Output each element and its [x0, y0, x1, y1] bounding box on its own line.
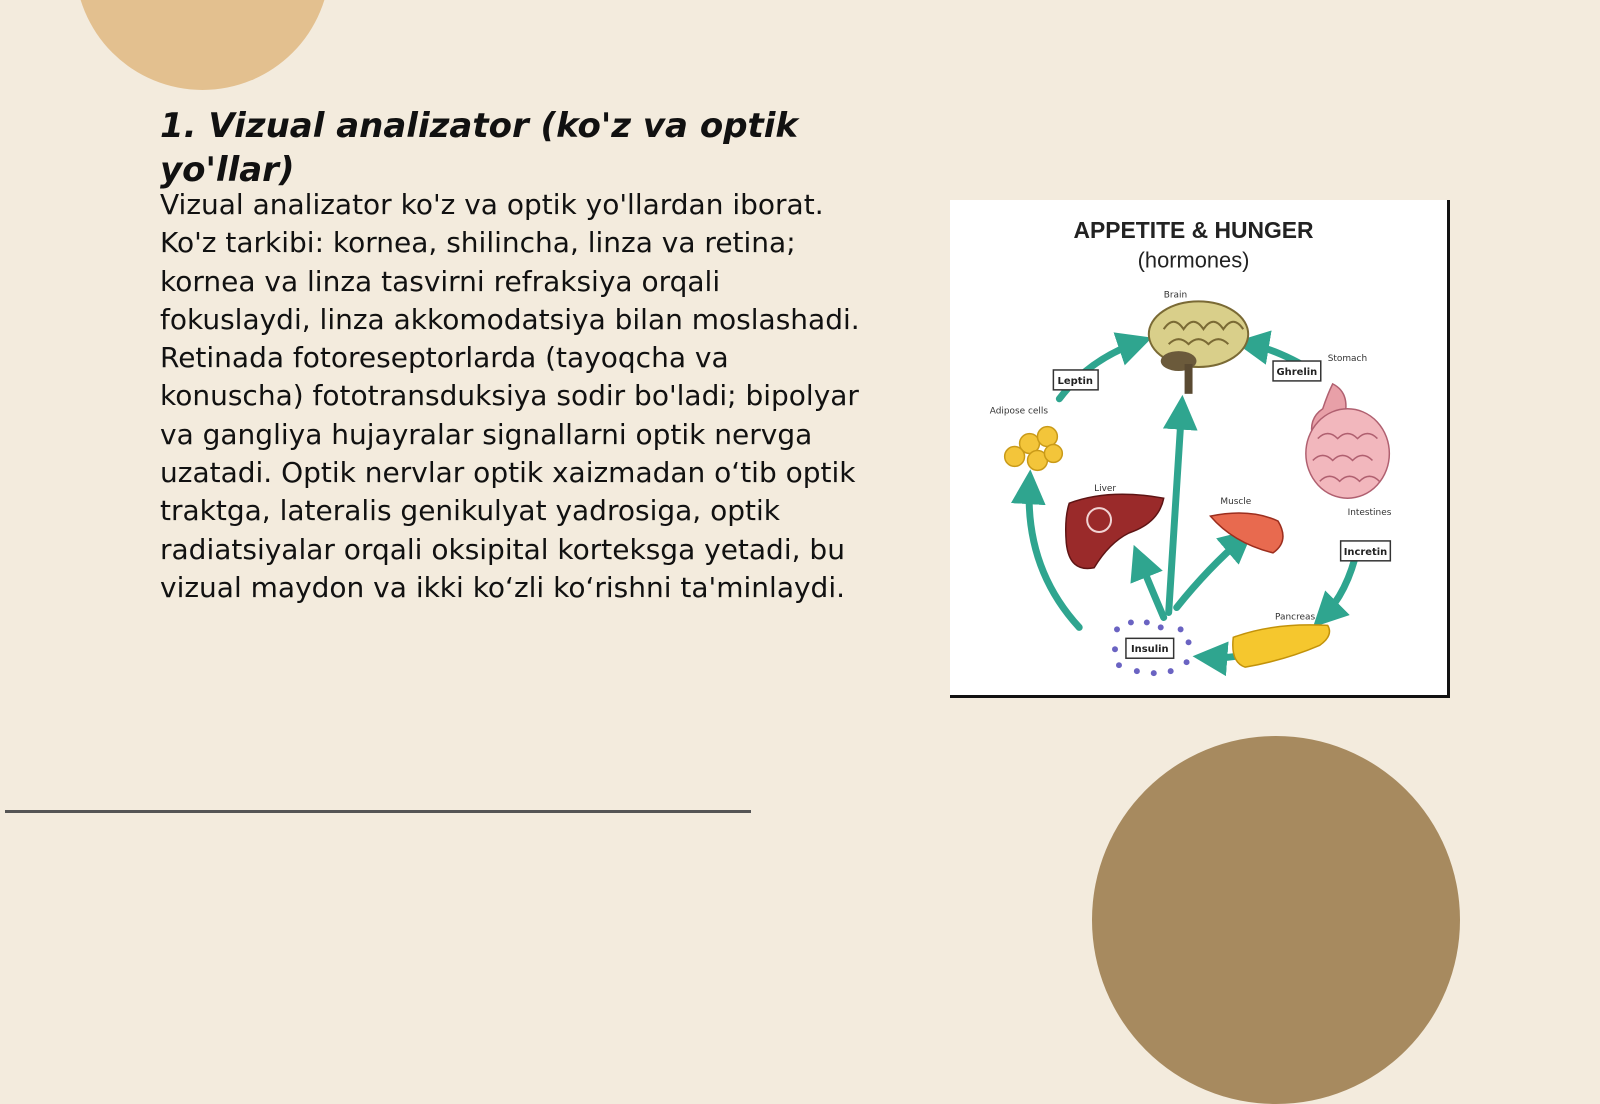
- appetite-hunger-figure: [950, 200, 1450, 698]
- liver-icon: [1066, 494, 1164, 568]
- svg-text:Incretin: Incretin: [1343, 546, 1388, 558]
- horizontal-rule: [5, 810, 751, 813]
- brain-label: Brain: [1163, 290, 1188, 301]
- ghrelin-tag: [1273, 361, 1321, 381]
- adipose-label: Adipose cells: [989, 406, 1049, 417]
- intestines-label: Intestines: [1347, 508, 1392, 519]
- stomach-intestines-icon: [1306, 384, 1389, 498]
- brain-icon: [1149, 301, 1248, 393]
- figure-title: APPETITE & HUNGER: [1073, 216, 1314, 243]
- slide-title: 1. Vizual analizator (ko'z va optik yo'llar): [160, 106, 799, 190]
- liver-label: Liver: [1094, 484, 1117, 495]
- slide-body-text: Vizual analizator ko'z va optik yo'llardan iborat. Ko'z tarkibi: kornea, shilincha, linza va retina; kornea va linza tasvirni refraksiya orqali fokuslaydi, linza akkomodatsiya bilan moslashadi. Retinada fotoreseptorlarda (tayoqcha va konuscha) fototransduksiya sodir bo'ladi; bipolyar va gangliya hujayralar signallarni optik nervga uzatadi. Optik nervlar optik xaizmadan o‘tib optik traktga, lateralis genikulyat yadrosiga, optik radiatsiyalar orqali oksipital korteksga yetadi, bu vizual maydon va ikki ko‘zli ko‘rishni ta'minlaydi.: [160, 188, 860, 604]
- appetite-diagram: [950, 200, 1447, 695]
- leptin-tag: [1053, 370, 1098, 390]
- muscle-label: Muscle: [1220, 497, 1252, 508]
- insulin-tag: [1126, 638, 1174, 658]
- muscle-icon: [1210, 513, 1283, 553]
- stomach-label: Stomach: [1327, 354, 1368, 365]
- incretin-tag: [1341, 541, 1391, 561]
- pancreas-label: Pancreas: [1275, 612, 1316, 623]
- svg-text:Ghrelin: Ghrelin: [1276, 366, 1318, 378]
- figure-subtitle: (hormones): [1137, 247, 1250, 273]
- decorative-circle-bottom: [1092, 736, 1460, 1104]
- pancreas-icon: [1233, 625, 1330, 667]
- svg-text:Insulin: Insulin: [1130, 644, 1169, 656]
- svg-text:Leptin: Leptin: [1057, 375, 1093, 387]
- adipose-cells-icon: [1005, 427, 1063, 471]
- decorative-circle-top: [75, 0, 330, 90]
